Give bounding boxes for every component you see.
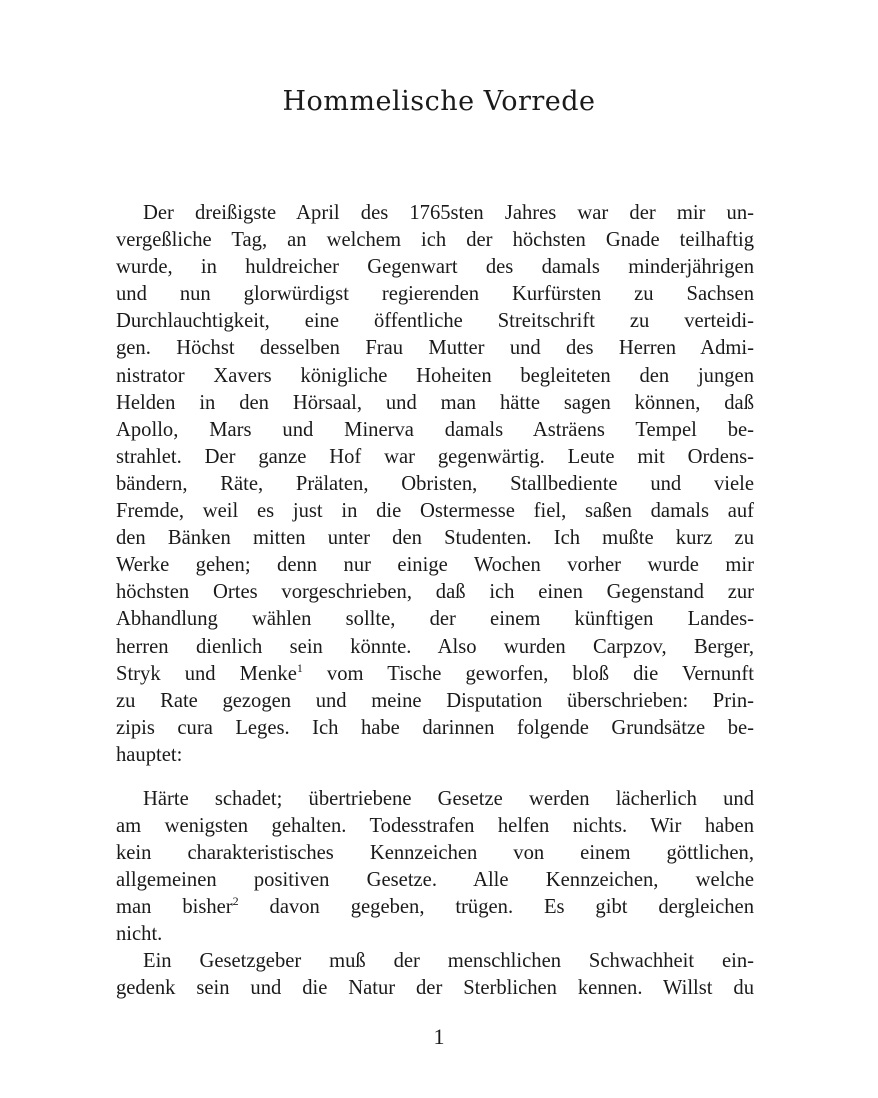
text-line: zipis cura Leges. Ich habe darinnen folgende Grundsätze be- — [116, 716, 754, 739]
text-line: den Bänken mitten unter den Studenten. Ich mußte kurz zu — [116, 527, 754, 550]
text-line: Werke gehen; denn nur einige Wochen vorher wurde mir — [116, 554, 754, 577]
text-line: gen. Höchst desselben Frau Mutter und des Herren Admi- — [116, 337, 754, 360]
text-line: Härte schadet; übertriebene Gesetze werden lächerlich und — [143, 788, 754, 810]
chapter-title: Hommelische Vorrede — [282, 86, 596, 117]
text-fragment: vom Tische geworfen, bloß die Vernunft — [302, 662, 755, 685]
footnote-marker-1[interactable]: 1 — [296, 660, 303, 675]
text-line: allgemeinen positiven Gesetze. Alle Kennzeichen, welche — [116, 869, 754, 892]
text-line: am wenigsten gehalten. Todesstrafen helfen nichts. Wir haben — [116, 815, 754, 838]
paragraph-1 — [116, 200, 754, 769]
text-line: Apollo, Mars und Minerva damals Asträens Tempel be- — [116, 418, 754, 441]
paragraph-3 — [116, 948, 754, 1002]
text-line: Durchlauchtigkeit, eine öffentliche Streitschrift zu verteidi- — [116, 310, 754, 333]
text-line: Der dreißigste April des 1765sten Jahres war der mir un- — [143, 202, 754, 224]
page-number: 1 — [433, 1024, 445, 1049]
text-line: Ein Gesetzgeber muß der menschlichen Schwachheit ein- — [143, 950, 754, 972]
text-line: strahlet. Der ganze Hof war gegenwärtig. Leute mit Ordens- — [116, 445, 754, 468]
paragraph-2 — [116, 786, 754, 949]
text-fragment: davon gegeben, trügen. Es gibt dergleichen — [238, 896, 754, 919]
text-line: kein charakteristisches Kennzeichen von einem göttlichen, — [116, 842, 754, 865]
text-line: und nun glorwürdigst regierenden Kurfürsten zu Sachsen — [116, 283, 754, 306]
text-line-footnote-1 — [116, 661, 754, 688]
text-fragment: Stryk und Menke — [116, 662, 297, 685]
text-line: bändern, Räte, Prälaten, Obristen, Stallbediente und viele — [116, 472, 754, 495]
text-line-footnote-2 — [116, 894, 754, 921]
text-line: nistrator Xavers königliche Hoheiten begleiteten den jungen — [116, 364, 754, 387]
text-line: wurde, in huldreicher Gegenwart des damals minderjährigen — [116, 256, 754, 279]
text-line: gedenk sein und die Natur der Sterblichen kennen. Willst du — [116, 977, 754, 1000]
text-line: hauptet: — [116, 743, 183, 766]
text-line: vergeßliche Tag, an welchem ich der höchsten Gnade teilhaftig — [116, 229, 754, 252]
text-line: Fremde, weil es just in die Ostermesse fiel, saßen damals auf — [116, 500, 754, 523]
text-line: nicht. — [116, 923, 163, 946]
text-fragment: man bisher — [116, 896, 233, 919]
footnote-marker-2[interactable]: 2 — [232, 894, 239, 909]
text-line: höchsten Ortes vorgeschrieben, daß ich einen Gegenstand zur — [116, 581, 754, 604]
text-line: Abhandlung wählen sollte, der einem künftigen Landes- — [116, 608, 754, 631]
text-line: herren dienlich sein könnte. Also wurden Carpzov, Berger, — [116, 635, 754, 658]
text-line: zu Rate gezogen und meine Disputation überschrieben: Prin- — [116, 689, 754, 712]
text-line: Helden in den Hörsaal, und man hätte sagen können, daß — [116, 391, 754, 414]
